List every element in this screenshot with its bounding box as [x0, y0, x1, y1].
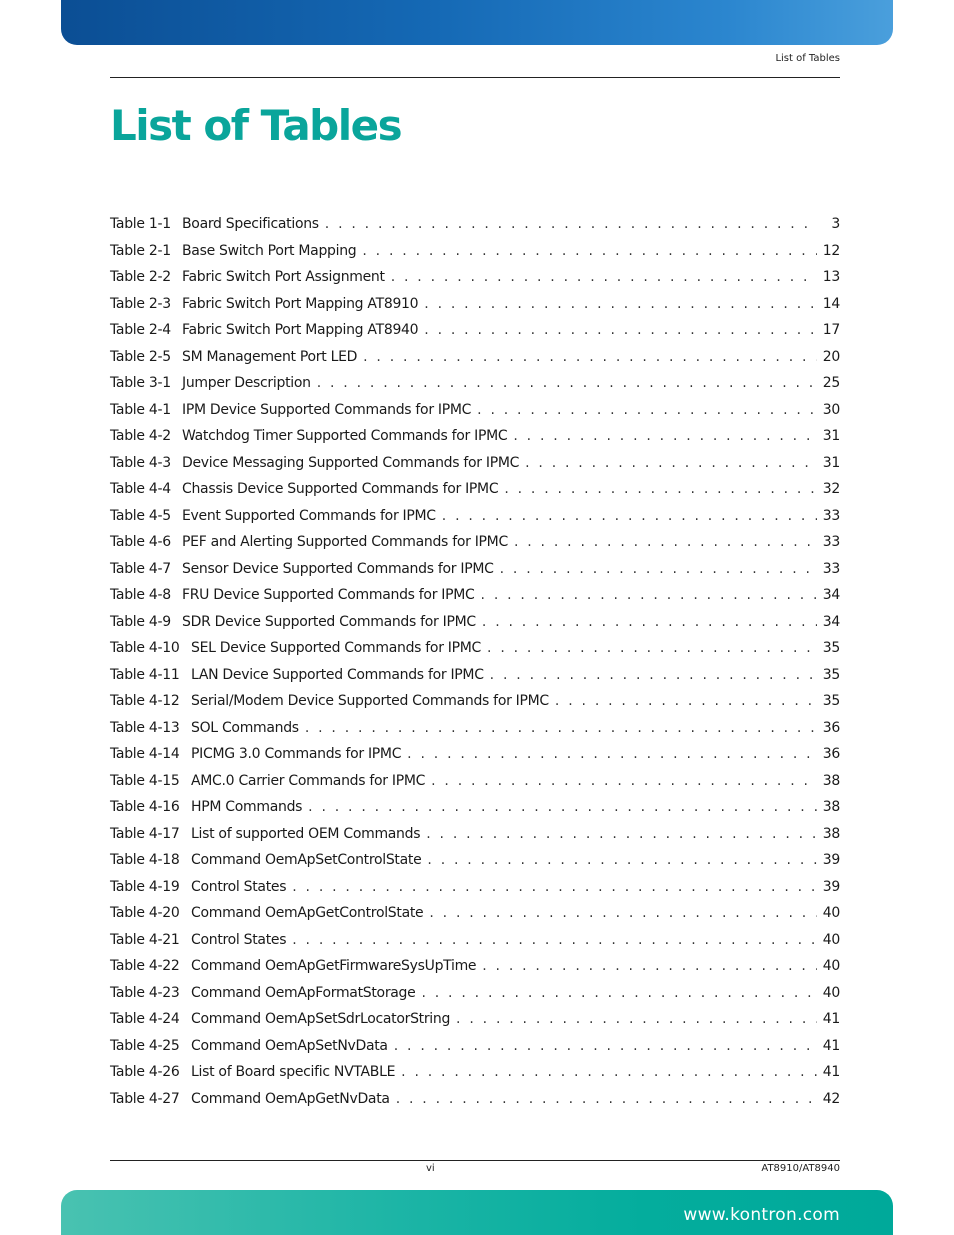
toc-page-number: 20 — [822, 348, 840, 365]
toc-table-title: PEF and Alerting Supported Commands for IPMC — [182, 534, 508, 550]
toc-table-number: Table 4-25 — [110, 1037, 180, 1054]
toc-entry[interactable] — [110, 269, 840, 296]
toc-leader-dots — [407, 746, 817, 762]
toc-table-title: Command OemApSetSdrLocatorString — [191, 1011, 451, 1027]
header-divider — [110, 77, 840, 78]
toc-page-number: 33 — [822, 560, 840, 577]
toc-page-number: 41 — [822, 1011, 840, 1027]
toc-leader-dots — [481, 587, 817, 603]
toc-page-number: 13 — [822, 269, 840, 285]
toc-table-number: Table 4-3 — [110, 454, 171, 471]
toc-entry[interactable] — [110, 428, 840, 455]
toc-page-number: 35 — [822, 666, 840, 683]
toc-table-number: Table 1-1 — [110, 216, 171, 232]
toc-entry[interactable] — [110, 481, 840, 508]
toc-page-number: 14 — [822, 295, 840, 312]
toc-table-title: SM Management Port LED — [182, 348, 358, 365]
toc-leader-dots — [292, 932, 817, 948]
toc-page-number: 34 — [822, 613, 840, 630]
toc-table-number: Table 2-3 — [110, 295, 171, 312]
toc-table-title: Sensor Device Supported Commands for IPMC — [182, 560, 494, 577]
toc-table-title: Command OemApGetFirmwareSysUpTime — [191, 958, 477, 974]
toc-page-number: 12 — [822, 242, 840, 259]
toc-page-number: 33 — [822, 507, 840, 524]
toc-table-number: Table 4-12 — [110, 693, 180, 709]
toc-page-number: 34 — [822, 587, 840, 603]
toc-table-title: AMC.0 Carrier Commands for IPMC — [191, 772, 426, 789]
toc-table-number: Table 4-21 — [110, 931, 180, 948]
toc-entry[interactable] — [110, 349, 840, 376]
toc-table-title: HPM Commands — [191, 799, 303, 815]
toc-table-number: Table 4-9 — [110, 613, 171, 630]
toc-table-number: Table 4-5 — [110, 507, 171, 524]
toc-entry[interactable] — [110, 1091, 840, 1118]
toc-leader-dots — [431, 773, 817, 789]
toc-entry[interactable] — [110, 1011, 840, 1038]
toc-entry[interactable] — [110, 905, 840, 932]
toc-table-title: Device Messaging Supported Commands for IPMC — [182, 454, 520, 471]
toc-table-title: Base Switch Port Mapping — [182, 242, 357, 259]
toc-entry[interactable] — [110, 322, 840, 349]
toc-table-number: Table 4-2 — [110, 428, 171, 444]
toc-leader-dots — [426, 826, 817, 842]
toc-leader-dots — [513, 428, 816, 444]
toc-leader-dots — [482, 614, 817, 630]
toc-leader-dots — [525, 455, 817, 471]
toc-entry[interactable] — [110, 667, 840, 694]
toc-entry[interactable] — [110, 852, 840, 879]
toc-table-title: SEL Device Supported Commands for IPMC — [191, 640, 482, 656]
toc-table-title: SOL Commands — [191, 719, 299, 736]
toc-page-number: 30 — [822, 401, 840, 418]
toc-entry[interactable] — [110, 534, 840, 561]
toc-table-title: List of supported OEM Commands — [191, 825, 421, 842]
toc-table-title: PICMG 3.0 Commands for IPMC — [191, 746, 402, 762]
toc-leader-dots — [427, 852, 816, 868]
toc-entry[interactable] — [110, 693, 840, 720]
toc-leader-dots — [477, 402, 817, 418]
toc-entry[interactable] — [110, 1038, 840, 1065]
toc-page-number: 36 — [822, 719, 840, 736]
toc-entry[interactable] — [110, 455, 840, 482]
toc-entry[interactable] — [110, 958, 840, 985]
toc-leader-dots — [292, 879, 817, 895]
toc-page-number: 39 — [822, 878, 840, 895]
toc-leader-dots — [500, 561, 817, 577]
toc-table-title: List of Board specific NVTABLE — [191, 1064, 396, 1080]
toc-entry[interactable] — [110, 243, 840, 270]
table-of-contents — [110, 216, 840, 1117]
website-link[interactable]: www.kontron.com — [683, 1205, 840, 1225]
toc-leader-dots — [305, 720, 817, 736]
toc-table-title: Chassis Device Supported Commands for IPMC — [182, 481, 499, 497]
toc-entry[interactable] — [110, 826, 840, 853]
toc-table-title: Command OemApGetControlState — [191, 905, 424, 921]
toc-table-number: Table 4-20 — [110, 905, 180, 921]
toc-table-number: Table 4-6 — [110, 534, 171, 550]
toc-table-number: Table 4-22 — [110, 958, 180, 974]
toc-entry[interactable] — [110, 746, 840, 773]
toc-table-number: Table 4-13 — [110, 719, 180, 736]
footer-divider — [110, 1160, 840, 1161]
toc-table-title: Fabric Switch Port Assignment — [182, 269, 385, 285]
toc-entry[interactable] — [110, 375, 840, 402]
toc-entry[interactable] — [110, 773, 840, 800]
toc-table-title: Jumper Description — [182, 375, 311, 391]
footer-page-number: vi — [426, 1163, 435, 1174]
top-banner — [61, 0, 893, 45]
toc-table-title: Serial/Modem Device Supported Commands for IPMC — [191, 693, 549, 709]
toc-table-number: Table 2-5 — [110, 348, 171, 365]
toc-page-number: 38 — [822, 825, 840, 842]
toc-leader-dots — [442, 508, 817, 524]
toc-table-title: Command OemApSetControlState — [191, 852, 422, 868]
toc-leader-dots — [325, 216, 818, 232]
toc-leader-dots — [487, 640, 817, 656]
toc-entry[interactable] — [110, 1064, 840, 1091]
toc-leader-dots — [456, 1011, 817, 1027]
toc-page-number: 40 — [822, 931, 840, 948]
toc-entry[interactable] — [110, 985, 840, 1012]
toc-table-number: Table 4-14 — [110, 746, 180, 762]
toc-leader-dots — [317, 375, 817, 391]
toc-entry[interactable] — [110, 720, 840, 747]
toc-table-number: Table 4-27 — [110, 1090, 180, 1107]
toc-table-title: Command OemApSetNvData — [191, 1037, 388, 1054]
toc-leader-dots — [362, 243, 816, 259]
toc-table-number: Table 4-26 — [110, 1064, 180, 1080]
toc-page-number: 32 — [822, 481, 840, 497]
toc-table-number: Table 2-1 — [110, 242, 171, 259]
toc-leader-dots — [363, 349, 817, 365]
toc-entry[interactable] — [110, 614, 840, 641]
toc-leader-dots — [401, 1064, 817, 1080]
toc-table-title: Event Supported Commands for IPMC — [182, 507, 436, 524]
toc-page-number: 40 — [822, 958, 840, 974]
toc-table-number: Table 4-7 — [110, 560, 171, 577]
toc-page-number: 41 — [822, 1064, 840, 1080]
toc-entry[interactable] — [110, 216, 840, 243]
toc-page-number: 36 — [822, 746, 840, 762]
toc-table-number: Table 4-16 — [110, 799, 180, 815]
toc-table-title: SDR Device Supported Commands for IPMC — [182, 613, 476, 630]
page-title: List of Tables — [110, 101, 402, 150]
toc-leader-dots — [429, 905, 816, 921]
toc-leader-dots — [394, 1038, 817, 1054]
toc-page-number: 39 — [822, 852, 840, 868]
toc-table-number: Table 4-11 — [110, 666, 180, 683]
toc-leader-dots — [396, 1091, 817, 1107]
toc-leader-dots — [391, 269, 817, 285]
toc-leader-dots — [424, 322, 817, 338]
toc-table-title: Fabric Switch Port Mapping AT8940 — [182, 322, 419, 338]
toc-page-number: 38 — [822, 799, 840, 815]
toc-entry[interactable] — [110, 296, 840, 323]
toc-page-number: 17 — [822, 322, 840, 338]
toc-table-title: Command OemApGetNvData — [191, 1090, 390, 1107]
toc-entry[interactable] — [110, 587, 840, 614]
toc-page-number: 31 — [822, 428, 840, 444]
running-header: List of Tables — [775, 53, 840, 64]
toc-entry[interactable] — [110, 640, 840, 667]
toc-leader-dots — [424, 296, 817, 312]
footer-document-id: AT8910/AT8940 — [761, 1163, 840, 1174]
toc-table-number: Table 4-19 — [110, 878, 180, 895]
toc-leader-dots — [490, 667, 817, 683]
toc-table-number: Table 2-2 — [110, 269, 171, 285]
toc-table-number: Table 4-17 — [110, 825, 180, 842]
toc-table-title: Fabric Switch Port Mapping AT8910 — [182, 295, 419, 312]
toc-table-number: Table 4-18 — [110, 852, 180, 868]
toc-page-number: 31 — [822, 454, 840, 471]
toc-leader-dots — [514, 534, 817, 550]
toc-entry[interactable] — [110, 508, 840, 535]
toc-page-number: 40 — [822, 984, 840, 1001]
toc-page-number: 42 — [822, 1090, 840, 1107]
toc-page-number: 25 — [822, 375, 840, 391]
toc-entry[interactable] — [110, 932, 840, 959]
toc-page-number: 35 — [822, 693, 840, 709]
toc-table-number: Table 4-1 — [110, 401, 171, 418]
toc-table-number: Table 2-4 — [110, 322, 171, 338]
toc-table-number: Table 4-23 — [110, 984, 180, 1001]
toc-table-title: Control States — [191, 878, 287, 895]
toc-page-number: 40 — [822, 905, 840, 921]
toc-page-number: 38 — [822, 772, 840, 789]
toc-table-title: Watchdog Timer Supported Commands for IPMC — [182, 428, 508, 444]
toc-table-title: Command OemApFormatStorage — [191, 984, 416, 1001]
toc-table-title: LAN Device Supported Commands for IPMC — [191, 666, 484, 683]
toc-leader-dots — [555, 693, 817, 709]
toc-table-title: Control States — [191, 931, 287, 948]
toc-table-number: Table 4-8 — [110, 587, 171, 603]
toc-page-number: 33 — [822, 534, 840, 550]
toc-leader-dots — [308, 799, 817, 815]
toc-page-number: 3 — [831, 216, 840, 232]
toc-table-title: FRU Device Supported Commands for IPMC — [182, 587, 475, 603]
toc-table-number: Table 3-1 — [110, 375, 171, 391]
toc-entry[interactable] — [110, 879, 840, 906]
toc-entry[interactable] — [110, 799, 840, 826]
toc-leader-dots — [421, 985, 816, 1001]
toc-table-number: Table 4-4 — [110, 481, 171, 497]
toc-table-number: Table 4-24 — [110, 1011, 180, 1027]
toc-page-number: 35 — [822, 640, 840, 656]
toc-table-number: Table 4-15 — [110, 772, 180, 789]
toc-leader-dots — [482, 958, 817, 974]
toc-table-title: Board Specifications — [182, 216, 319, 232]
toc-leader-dots — [504, 481, 816, 497]
toc-table-number: Table 4-10 — [110, 640, 180, 656]
toc-table-title: IPM Device Supported Commands for IPMC — [182, 401, 472, 418]
toc-entry[interactable] — [110, 561, 840, 588]
toc-page-number: 41 — [822, 1037, 840, 1054]
toc-entry[interactable] — [110, 402, 840, 429]
